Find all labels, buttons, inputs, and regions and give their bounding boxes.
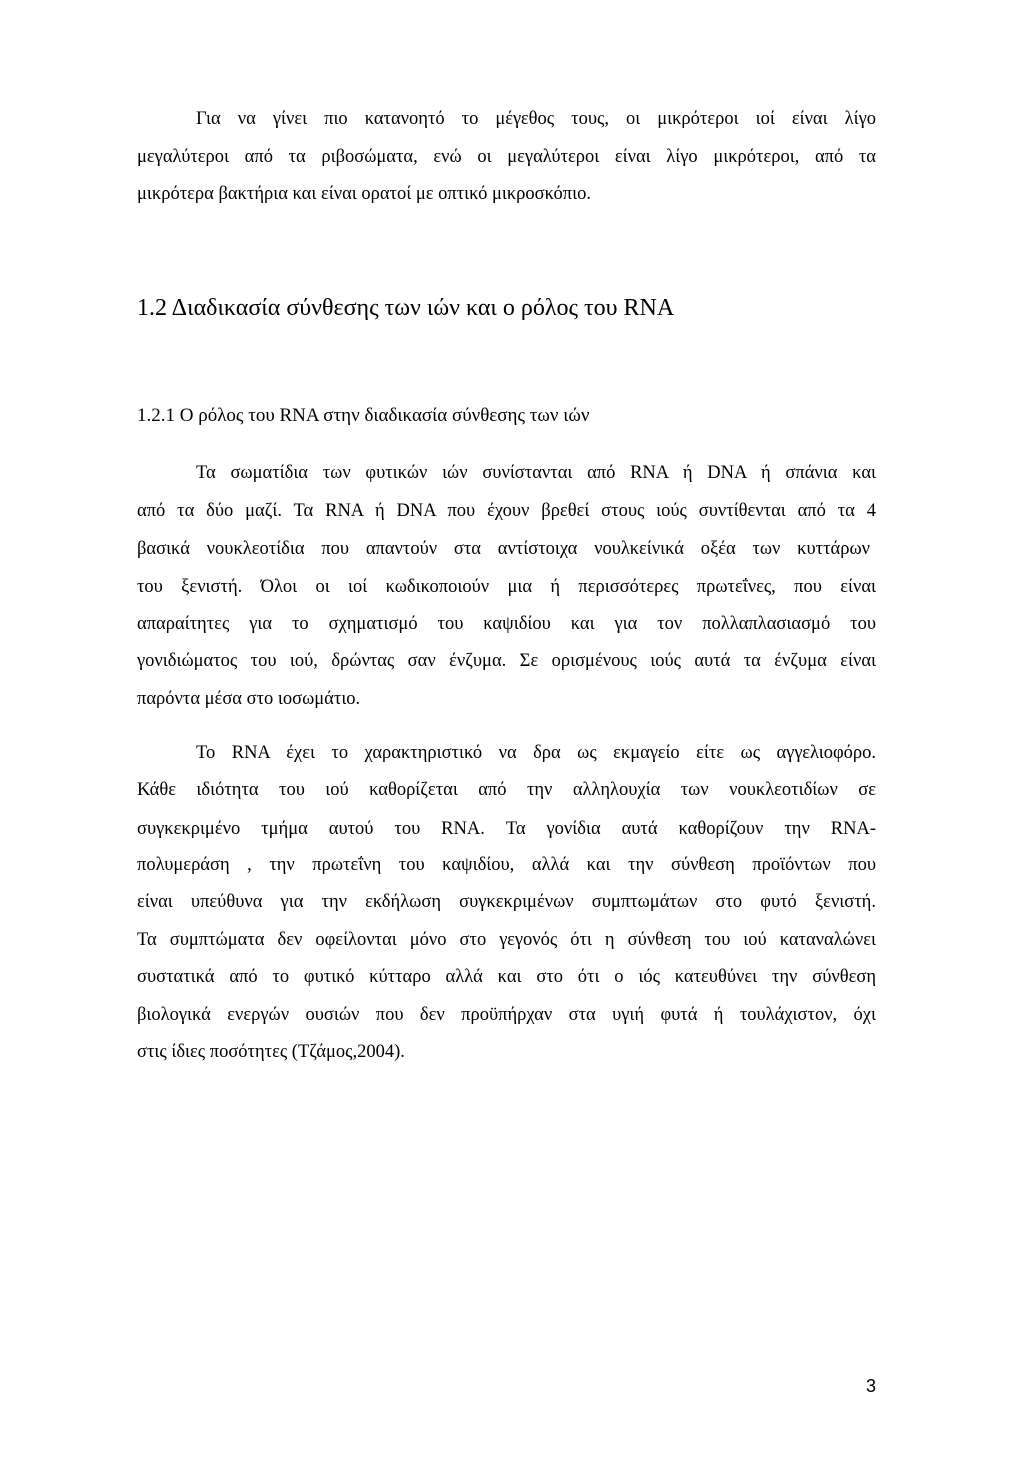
paragraph-1-line: παρόντα μέσα στο ιοσωμάτιο. [137, 689, 361, 709]
paragraph-2-line: πολυμεράση , την πρωτεΐνη του καψιδίου, αλλά και την σύνθεση προϊόντων που [137, 855, 876, 875]
intro-line: μεγαλύτεροι από τα ριβοσώματα, ενώ οι μεγαλύτεροι είναι λίγο μικρότεροι, από τα [137, 147, 876, 167]
intro-line: Για να γίνει πιο κατανοητό το μέγεθος τους, οι μικρότεροι ιοί είναι λίγο [196, 109, 876, 129]
paragraph-2-line: συγκεκριμένο τμήμα αυτού του RNA. Τα γονίδια αυτά καθορίζουν την RNA- [137, 819, 876, 839]
section-heading: 1.2 Διαδικασία σύνθεσης των ιών και ο ρόλος του RNA [137, 295, 675, 321]
paragraph-1-line: Τα σωματίδια των φυτικών ιών συνίστανται από RNA ή DNA ή σπάνια και [196, 463, 876, 483]
paragraph-2-line: στις ίδιες ποσότητες (Τζάμος,2004). [137, 1042, 405, 1062]
paragraph-2-line: Το RNA έχει το χαρακτηριστικό να δρα ως εκμαγείο είτε ως αγγελιοφόρο. [196, 743, 876, 763]
paragraph-1-line: του ξενιστή. Όλοι οι ιοί κωδικοποιούν μια ή περισσότερες πρωτεΐνες, που είναι [137, 577, 876, 597]
intro-line: μικρότερα βακτήρια και είναι ορατοί με οπτικό μικροσκόπιο. [137, 184, 591, 204]
paragraph-1-line: βασικά νουκλεοτίδια που απαντούν στα αντίστοιχα νουλκείνικά οξέα των κυττάρων [137, 539, 870, 559]
paragraph-2-line: Κάθε ιδιότητα του ιού καθορίζεται από την αλληλουχία των νουκλεοτιδίων σε [137, 780, 876, 800]
paragraph-2-line: βιολογικά ενεργών ουσιών που δεν προϋπήρχαν στα υγιή φυτά ή τουλάχιστον, όχι [137, 1005, 876, 1025]
paragraph-2-line: είναι υπεύθυνα για την εκδήλωση συγκεκριμένων συμπτωμάτων στο φυτό ξενιστή. [137, 892, 876, 912]
paragraph-1-line: γονιδιώματος του ιού, δρώντας σαν ένζυμα. Σε ορισμένους ιούς αυτά τα ένζυμα είναι [137, 651, 876, 671]
paragraph-2-line: συστατικά από το φυτικό κύτταρο αλλά και στο ότι ο ιός κατευθύνει την σύνθεση [137, 967, 876, 987]
paragraph-2-line: Τα συμπτώματα δεν οφείλονται μόνο στο γεγονός ότι η σύνθεση του ιού καταναλώνει [137, 930, 876, 950]
paragraph-1-line: από τα δύο μαζί. Τα RNA ή DNA που έχουν βρεθεί στους ιούς συντίθενται από τα 4 [137, 501, 876, 521]
subsection-heading: 1.2.1 Ο ρόλος του RNA στην διαδικασία σύνθεσης των ιών [137, 405, 590, 426]
paragraph-1-line: απαραίτητες για το σχηματισμό του καψιδίου και για τον πολλαπλασιασμό του [137, 614, 876, 634]
page-number: 3 [866, 1376, 877, 1396]
